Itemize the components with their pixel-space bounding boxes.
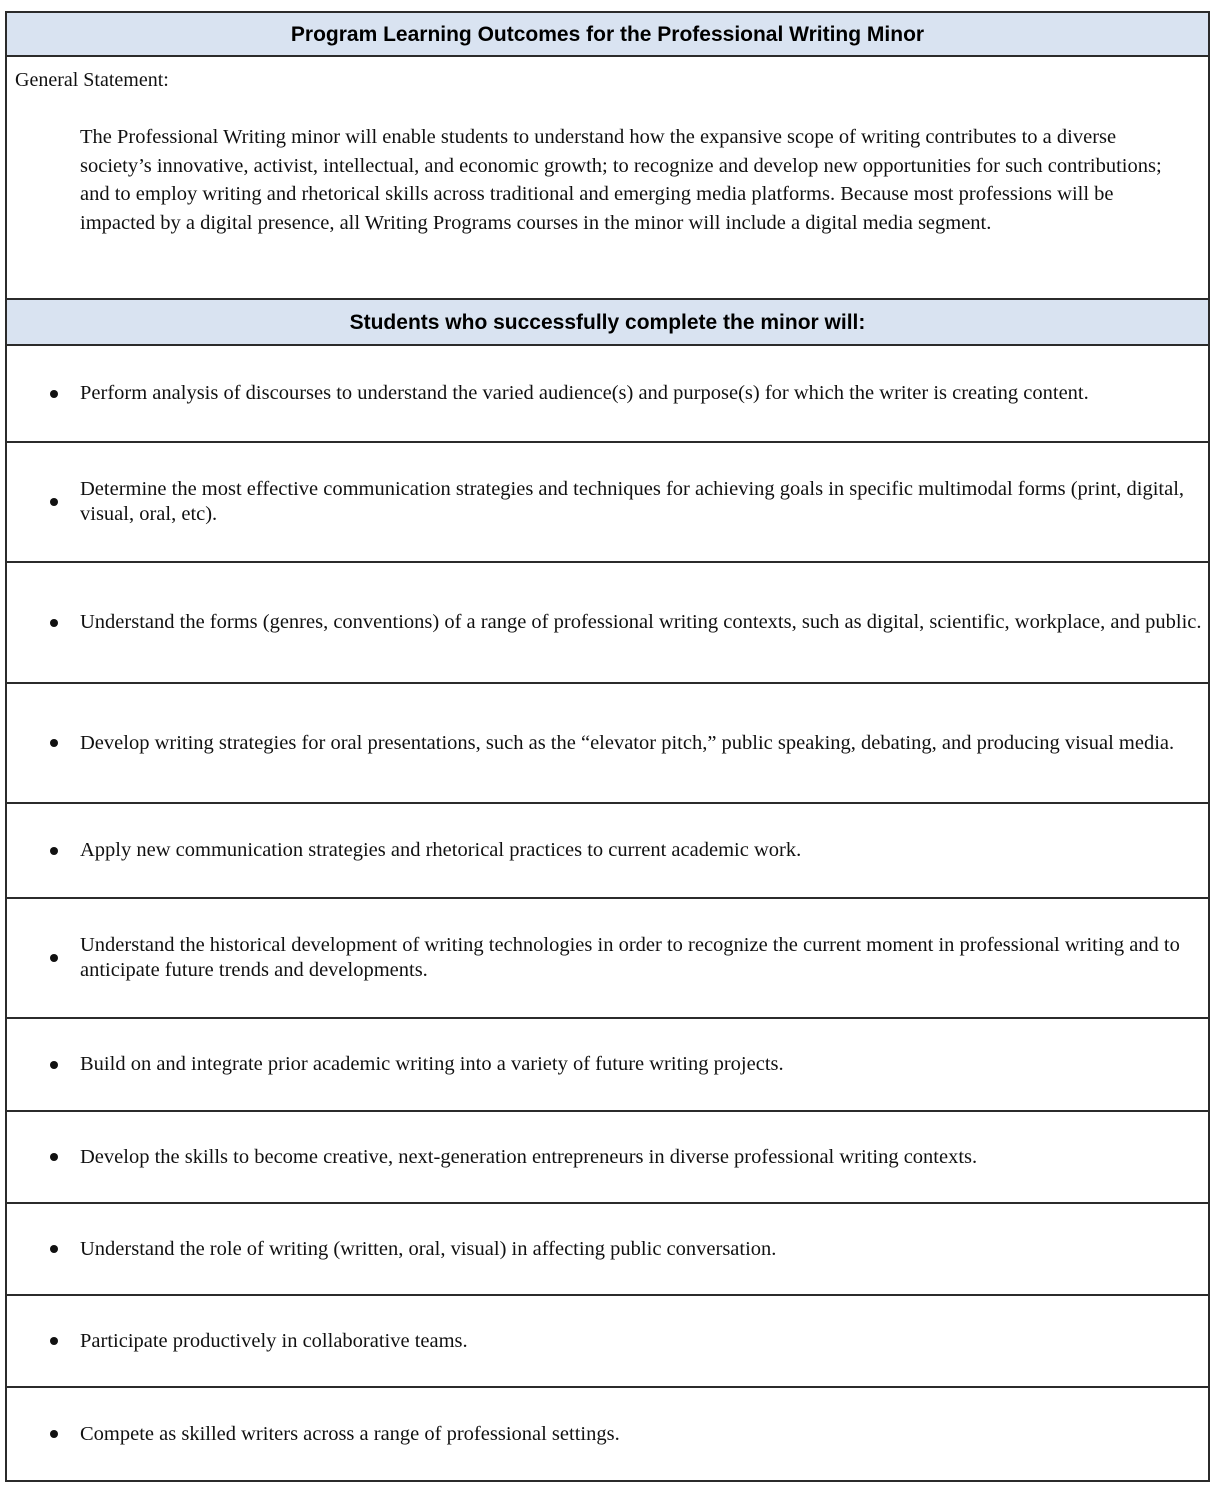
outcome-text: Participate productively in collaborative teams.: [80, 1329, 468, 1352]
bullet-icon: [50, 954, 58, 962]
bullet-icon: [50, 390, 58, 398]
outcome-text: Build on and integrate prior academic writing into a variety of future writing projects.: [80, 1053, 784, 1075]
bullet-icon: [50, 1153, 58, 1161]
bullet-icon: [50, 498, 58, 506]
outcome-row: [7, 804, 1208, 899]
learning-outcomes-table: [5, 11, 1210, 1482]
bullet-icon: [50, 1430, 58, 1438]
outcome-row: [7, 1019, 1208, 1112]
outcome-row: [7, 1388, 1208, 1480]
outcome-text: Apply new communication strategies and rhetorical practices to current academic work.: [80, 839, 802, 861]
outcome-row: [7, 443, 1208, 563]
bullet-icon: [50, 1061, 58, 1069]
outcome-text: Understand the historical development of writing technologies in order to recognize the current moment in professional writing and to anticipate future trends and developments.: [80, 934, 1180, 981]
bullet-icon: [50, 1337, 58, 1345]
outcome-text: Perform analysis of discourses to understand the varied audience(s) and purpose(s) for which the writer is creating content.: [80, 382, 1089, 404]
general-statement-label: General Statement:: [15, 69, 169, 91]
outcome-row: [7, 346, 1208, 443]
bullet-icon: [50, 1245, 58, 1253]
general-statement-cell: [7, 57, 1208, 300]
bullet-icon: [50, 847, 58, 855]
outcome-row: [7, 1296, 1208, 1388]
outcome-row: [7, 684, 1208, 804]
outcomes-heading: Students who successfully complete the minor will:: [7, 300, 1208, 346]
outcome-row: [7, 563, 1208, 684]
outcome-text: Compete as skilled writers across a range of professional settings.: [80, 1422, 620, 1445]
outcome-text: Develop writing strategies for oral presentations, such as the “elevator pitch,” public speaking, debating, and producing visual media.: [80, 731, 1175, 754]
outcome-text: Determine the most effective communication strategies and techniques for achieving goals in specific multimodal forms (print, digital, visual, oral, etc).: [80, 478, 1185, 525]
outcome-text: Develop the skills to become creative, next-generation entrepreneurs in diverse professional writing contexts.: [80, 1145, 978, 1168]
outcome-row: [7, 1204, 1208, 1296]
general-statement-body: The Professional Writing minor will enable students to understand how the expansive scope of writing contributes to a diverse society’s innovative, activist, intellectual, and economic growth; to recognize and develop new opportunities for such contributions; and to employ writing and rhetorical skills across traditional and emerging media platforms. Because most professions will be impacted by a digital presence, all Writing Programs courses in the minor will include a digital media segment.: [80, 126, 1162, 234]
outcome-text: Understand the forms (genres, conventions) of a range of professional writing contexts, such as digital, scientific, workplace, and public.: [80, 611, 1202, 633]
outcome-row: [7, 1112, 1208, 1204]
bullet-icon: [50, 619, 58, 627]
bullet-icon: [50, 739, 58, 747]
outcome-text: Understand the role of writing (written, oral, visual) in affecting public conversation.: [80, 1237, 777, 1260]
table-title: Program Learning Outcomes for the Professional Writing Minor: [7, 13, 1208, 57]
outcome-row: [7, 899, 1208, 1019]
